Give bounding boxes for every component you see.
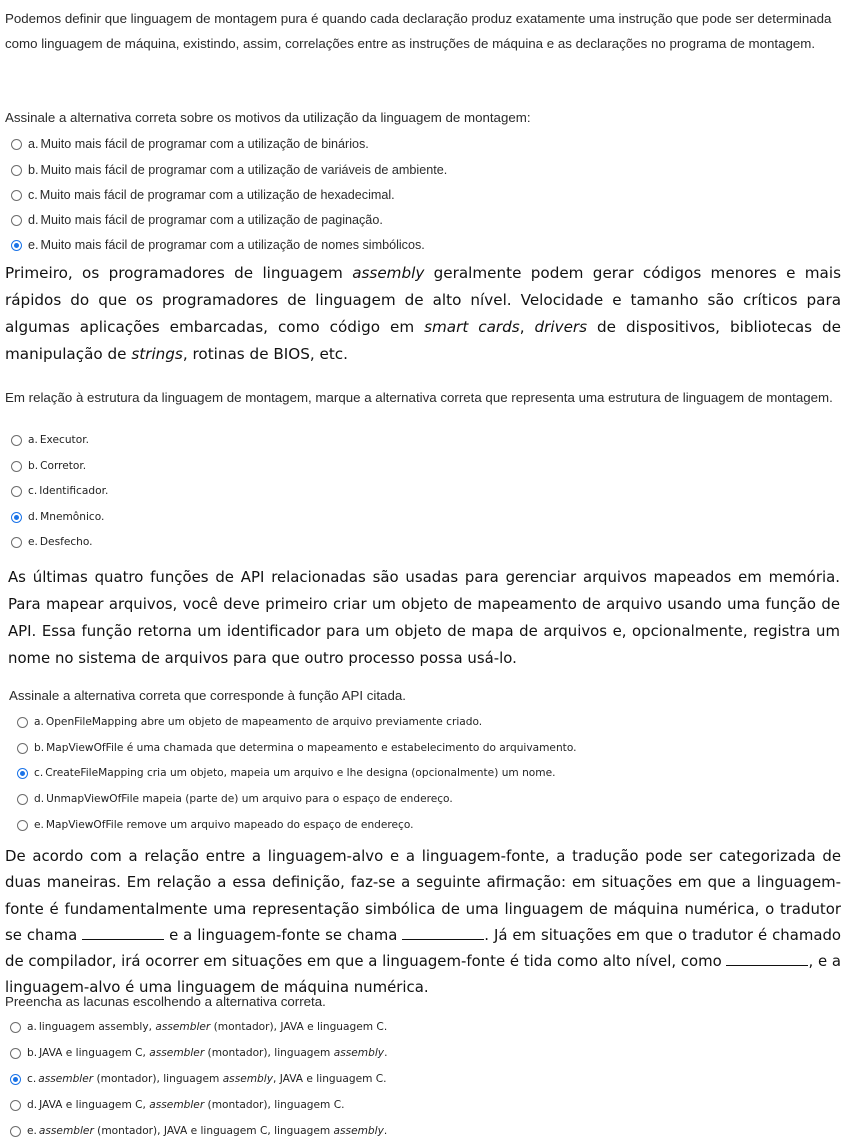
q3-option-e[interactable] [17,816,414,834]
passage-3 [5,843,841,1001]
option-letter: a. [27,1021,37,1033]
question-3-prompt: Assinale a alternativa correta que corresponde à função API citada. [9,688,406,703]
radio-button[interactable] [10,1048,21,1059]
option-text: MapViewOfFile é uma chamada que determina o mapeamento e estabelecimento do arquivamento. [46,742,577,754]
option-letter: d. [28,213,39,227]
option-text: Muito mais fácil de programar com a utilização de variáveis de ambiente. [40,163,448,177]
radio-button[interactable] [10,1126,21,1137]
question-1-prompt: Assinale a alternativa correta sobre os motivos da utilização da linguagem de montagem: [5,110,531,125]
option-letter: e. [28,536,38,548]
option-letter: c. [34,767,44,779]
option-letter: c. [28,485,38,497]
q2-option-b[interactable] [11,457,86,475]
radio-button[interactable] [11,215,22,226]
q4-option-d[interactable] [10,1096,345,1114]
option-text: Muito mais fácil de programar com a utilização de hexadecimal. [39,188,395,202]
radio-button[interactable] [11,537,22,548]
option-text: UnmapViewOfFile mapeia (parte de) um arquivo para o espaço de endereço. [46,793,453,805]
passage-text: de dispositivos, bibliotecas de manipulação de [5,318,841,363]
option-letter: d. [34,793,45,805]
radio-button[interactable] [11,435,22,446]
passage-text: . Já em situações em que o tradutor é chamado de compilador, irá ocorrer em situações em que a linguagem-fonte é tida como alto nível, como [5,925,842,971]
passage-italic: strings [131,345,183,363]
q2-option-d[interactable] [11,508,104,526]
q4-option-c[interactable] [10,1070,387,1088]
passage-italic: smart cards [424,318,520,336]
option-text: assembler (montador), linguagem assembly, JAVA e linguagem C. [38,1073,387,1085]
q2-option-a[interactable] [11,431,89,449]
option-text: MapViewOfFile remove um arquivo mapeado do espaço de endereço. [45,819,414,831]
option-letter: e. [28,238,39,252]
blank-2 [402,925,484,940]
passage-italic: assembly [352,264,425,282]
option-text: Muito mais fácil de programar com a utilização de nomes simbólicos. [40,238,425,252]
question-4-prompt: Preencha as lacunas escolhendo a alternativa correta. [5,994,326,1009]
q4-option-e[interactable] [10,1122,387,1140]
radio-button[interactable] [17,794,28,805]
option-letter: b. [34,742,45,754]
option-letter: d. [28,511,39,523]
option-letter: b. [27,1047,38,1059]
passage-text: , rotinas de BIOS, etc. [182,345,348,363]
passage-text: , e a linguagem-alvo é uma linguagem de máquina numérica. [5,952,841,997]
question-2-prompt: Em relação à estrutura da linguagem de montagem, marque a alternativa correta que representa uma estrutura de linguagem de montagem. [5,390,833,405]
option-text: Muito mais fácil de programar com a utilização de paginação. [40,213,383,227]
q2-option-e[interactable] [11,533,93,551]
q2-option-c[interactable] [11,482,108,500]
option-letter: a. [34,716,44,728]
option-text: Identificador. [39,485,109,497]
option-text: linguagem assembly, assembler (montador), JAVA e linguagem C. [38,1021,388,1033]
radio-button[interactable] [11,190,22,201]
option-text: JAVA e linguagem C, assembler (montador), linguagem C. [39,1099,345,1111]
radio-button-selected[interactable] [10,1074,21,1085]
radio-button[interactable] [10,1100,21,1111]
option-text: Desfecho. [39,536,93,548]
radio-button-selected[interactable] [11,512,22,523]
q4-option-b[interactable] [10,1044,387,1062]
blank-3 [726,951,808,966]
passage-2: As últimas quatro funções de API relacionadas são usadas para gerenciar arquivos mapeados em memória. Para mapear arquivos, você deve primeiro criar um objeto de mapeamento de arquivo usando uma função de API. Essa função retorna um identificador para um objeto de mapa de arquivos e, opcionalmente, registra um nome no sistema de arquivos para que outro processo possa usá-lo. [8,568,840,667]
blank-1 [82,925,164,940]
passage-text: , [519,318,535,336]
passage-1 [5,260,841,368]
q3-option-c[interactable] [17,764,556,782]
q1-option-e[interactable] [11,236,425,254]
q1-option-c[interactable] [11,186,395,204]
option-letter: a. [28,434,38,446]
q1-option-d[interactable] [11,211,383,229]
option-text: Mnemônico. [40,511,105,523]
radio-button[interactable] [17,820,28,831]
option-text: Muito mais fácil de programar com a utilização de binários. [40,137,369,151]
intro-text: Podemos definir que linguagem de montagem pura é quando cada declaração produz exatamente uma instrução que pode ser determinada como linguagem de máquina, existindo, assim, correlações entre as instruções de máquina e as declarações no programa de montagem. [5,11,832,51]
option-text: CreateFileMapping cria um objeto, mapeia um arquivo e lhe designa (opcionalmente) um nome. [45,767,556,779]
passage-text: e a linguagem-fonte se chama [164,925,403,944]
option-letter: c. [28,188,38,202]
radio-button-selected[interactable] [17,768,28,779]
passage-text: geralmente podem gerar códigos menores e mais rápidos do que os programadores de linguagem de alto nível. Velocidade e tamanho são críticos para algumas aplicações embarcadas, como código em [5,264,841,336]
radio-button[interactable] [11,461,22,472]
passage-text: De acordo com a relação entre a linguagem-alvo e a linguagem-fonte, a tradução pode ser categorizada de duas maneiras. Em relação a essa definição, faz-se a seguinte afirmação: em situações em que a linguagem-fonte é fundamentalmente uma representação simbólica de uma linguagem de máquina numérica, o tradutor se chama [5,847,841,944]
option-text: Executor. [39,434,89,446]
q3-option-d[interactable] [17,790,453,808]
q4-option-a[interactable] [10,1018,387,1036]
option-text: JAVA e linguagem C, assembler (montador), linguagem assembly. [39,1047,388,1059]
option-text: Corretor. [40,460,87,472]
passage-text: Primeiro, os programadores de linguagem [5,264,353,282]
option-letter: e. [27,1125,37,1137]
radio-button[interactable] [11,139,22,150]
radio-button[interactable] [17,717,28,728]
radio-button[interactable] [17,743,28,754]
radio-button[interactable] [10,1022,21,1033]
option-text: assembler (montador), JAVA e linguagem C, linguagem assembly. [38,1125,388,1137]
option-letter: c. [27,1073,37,1085]
option-letter: b. [28,460,39,472]
radio-button[interactable] [11,486,22,497]
radio-button-selected[interactable] [11,240,22,251]
option-text: OpenFileMapping abre um objeto de mapeamento de arquivo previamente criado. [45,716,483,728]
q1-option-b[interactable] [11,161,447,179]
option-letter: e. [34,819,44,831]
radio-button[interactable] [11,165,22,176]
option-letter: b. [28,163,39,177]
option-letter: a. [28,137,39,151]
q3-option-a[interactable] [17,713,482,731]
option-letter: d. [27,1099,38,1111]
q3-option-b[interactable] [17,739,576,757]
q1-option-a[interactable] [11,135,369,153]
passage-italic: drivers [534,318,588,336]
